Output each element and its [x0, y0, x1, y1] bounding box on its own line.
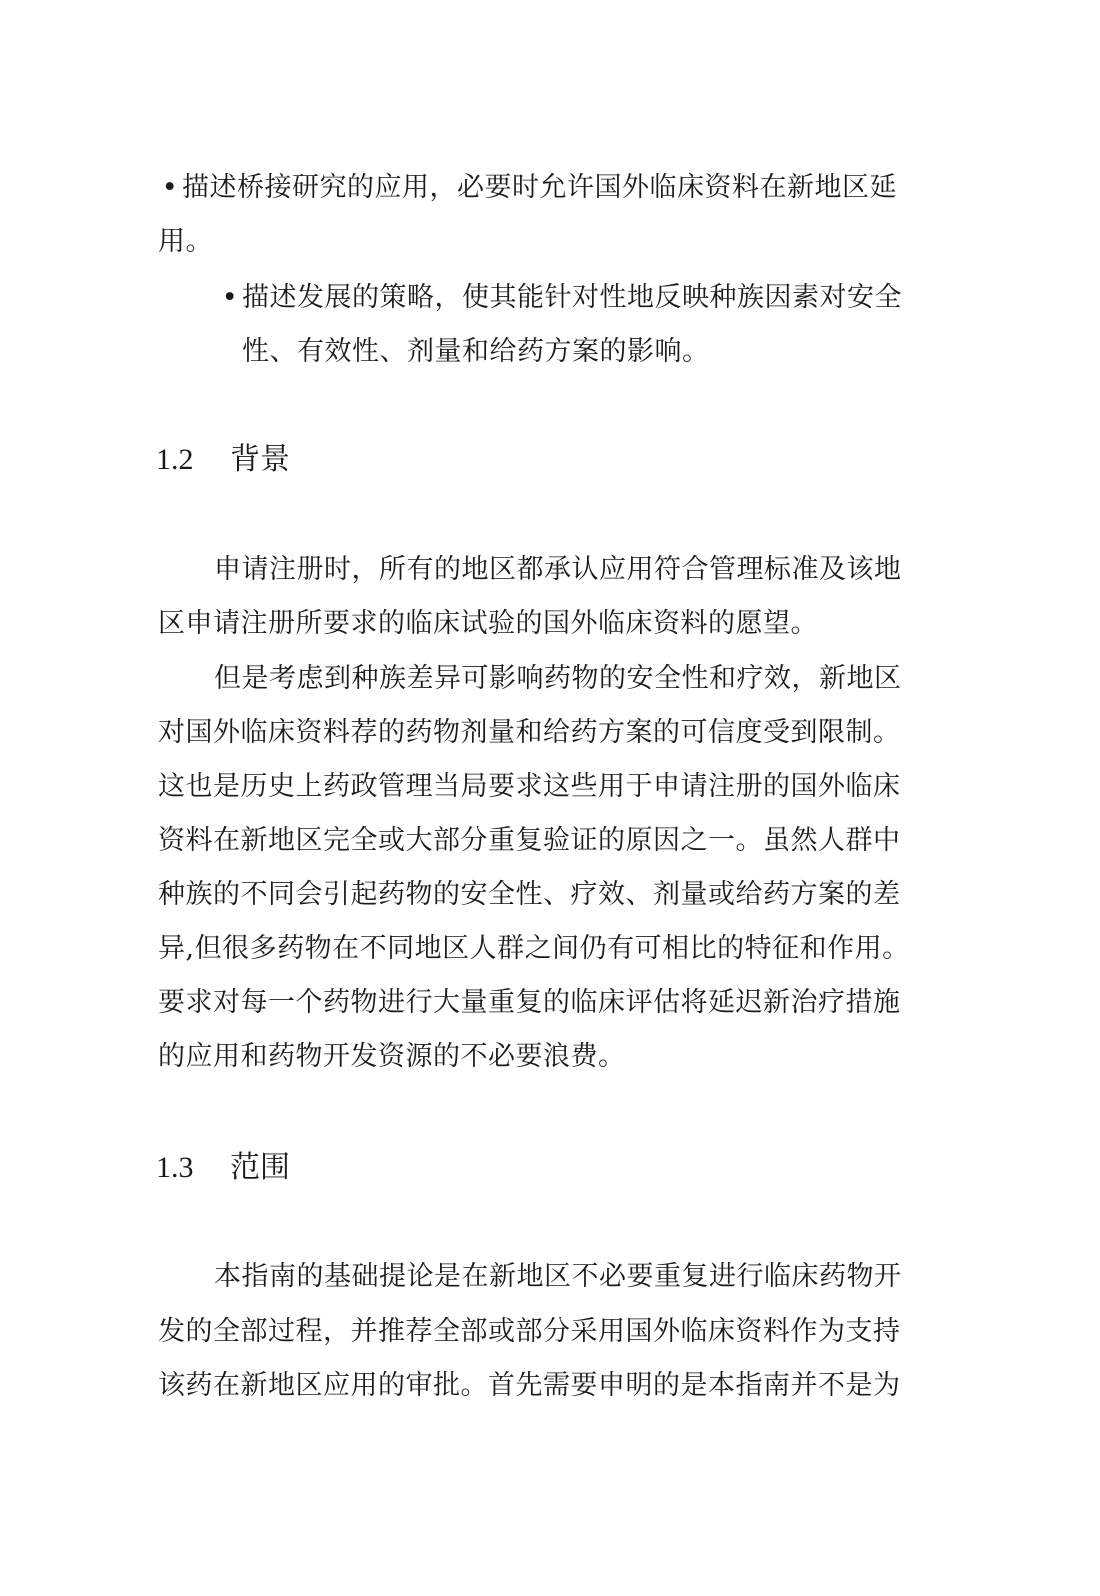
paragraph-line: 区申请注册所要求的临床试验的国外临床资料的愿望。	[158, 608, 818, 639]
paragraph-line: 这也是历史上药政管理当局要求这些用于申请注册的国外临床	[158, 771, 901, 802]
bullet-1-line-2: 用。	[158, 226, 213, 257]
paragraph-line: 异,但很多药物在不同地区人群之间仍有可相比的特征和作用。	[158, 933, 910, 964]
bullet-2-line-2: 性、有效性、剂量和给药方案的影响。	[242, 336, 710, 367]
bullet-1-mark: •	[161, 172, 179, 203]
paragraph-line: 该药在新地区应用的审批。首先需要申明的是本指南并不是为	[158, 1370, 901, 1401]
section-number: 1.2	[156, 443, 194, 476]
section-number: 1.3	[156, 1151, 194, 1184]
bullet-1-line-1	[158, 170, 897, 206]
paragraph-line: 申请注册时，所有的地区都承认应用符合管理标准及该地	[214, 554, 902, 585]
bullet-1-text-1: 描述桥接研究的应用，必要时允许国外临床资料在新地区延	[182, 172, 897, 203]
paragraph-line: 但是考虑到种族差异可影响药物的安全性和疗效，新地区	[214, 663, 902, 694]
paragraph-line: 资料在新地区完全或大部分重复验证的原因之一。虽然人群中	[158, 825, 901, 856]
section-heading-scope	[156, 1148, 290, 1188]
paragraph-line: 要求对每一个药物进行大量重复的临床评估将延迟新治疗措施	[158, 987, 901, 1018]
section-title: 背景	[230, 442, 290, 477]
paragraph-line: 本指南的基础提论是在新地区不必要重复进行临床药物开	[214, 1261, 902, 1292]
paragraph-line: 种族的不同会引起药物的安全性、疗效、剂量或给药方案的差	[158, 879, 901, 910]
paragraph-line: 发的全部过程，并推荐全部或部分采用国外临床资料作为支持	[158, 1316, 901, 1347]
bullet-2-text-1: 描述发展的策略，使其能针对性地反映种族因素对安全	[242, 282, 902, 313]
section-title: 范围	[230, 1150, 290, 1185]
paragraph-line: 的应用和药物开发资源的不必要浪费。	[158, 1041, 626, 1072]
bullet-2-mark: •	[221, 282, 239, 313]
bullet-2-line-1	[218, 280, 902, 316]
section-heading-background	[156, 440, 290, 480]
paragraph-line: 对国外临床资料荐的药物剂量和给药方案的可信度受到限制。	[158, 717, 901, 748]
